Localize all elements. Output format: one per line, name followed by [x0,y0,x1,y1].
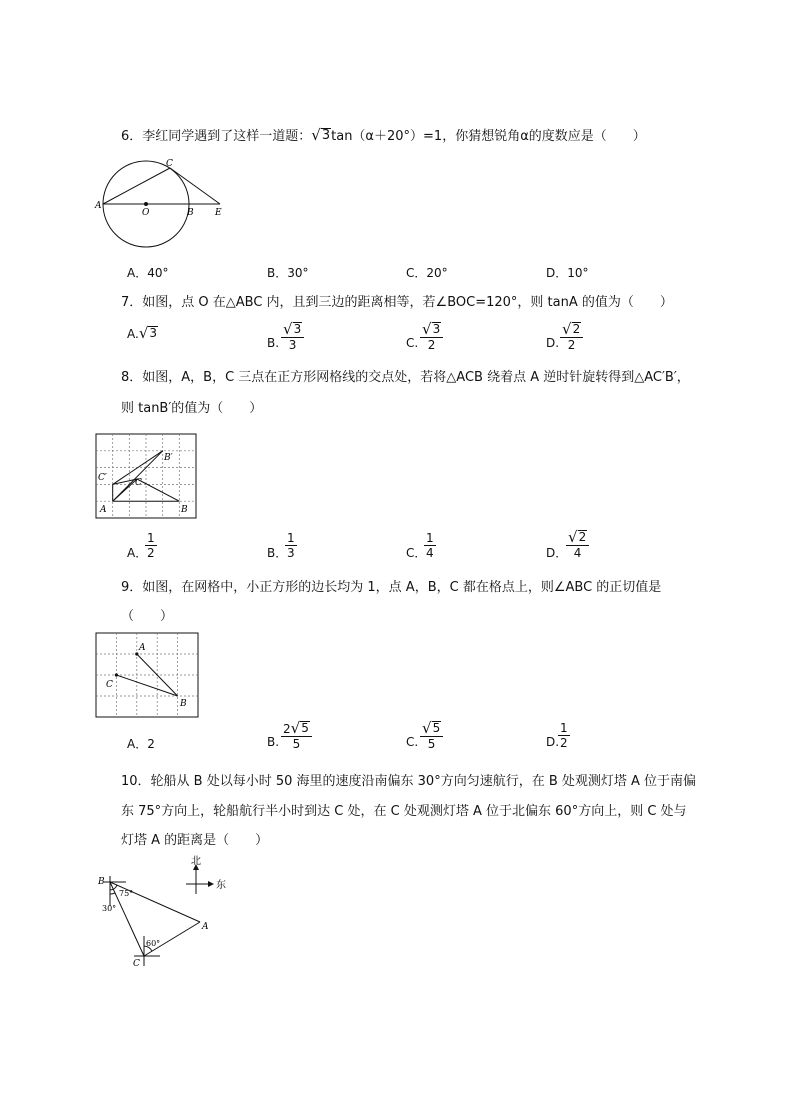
question-10-line2: 东 75°方向上，轮船航行半小时到达 C 处，在 C 处观测灯塔 A 位于北偏东 60°方向上，则 C 处与 [121,804,687,819]
q9-grid-figure [95,632,201,720]
label-b: B [187,208,194,218]
q7-option-b-fraction: √ 3 3 [281,322,304,352]
question-8-line2: 则 tanB′的值为（ ） [121,401,263,416]
label-c: C [106,680,113,690]
q9-option-d-key[interactable]: D. [546,735,560,749]
q6-prefix: 6．李红同学遇到了这样一道题： [121,129,312,144]
label-b: B [181,505,188,515]
question-7-text: 7．如图，点 O 在△ABC 内，且到三边的距离相等，若∠BOC=120°，则 tanA 的值为（ ） [121,295,673,310]
q7-option-c-key[interactable]: C. [406,336,419,350]
q7-option-d-fraction: √ 2 2 [560,322,583,352]
q9-option-a[interactable]: A．2 [127,737,155,751]
q9-option-d-fraction: $\frac{1}{2}$ [560,721,568,750]
label-b: B [98,877,105,887]
q9-option-b-key[interactable]: B. [267,735,280,749]
q7-option-a[interactable]: A. √ 3 [127,324,158,342]
q7-option-d-key[interactable]: D. [546,336,560,350]
q9-option-b-fraction: 2 √ 5 5 [281,721,312,751]
q8-option-a-fraction: $\frac{1}{2}$ [147,531,155,560]
label-b-prime: B′ [164,453,173,463]
label-a: A [139,643,146,653]
q8-grid-figure [95,433,199,521]
q6-option-a[interactable]: A．40° [127,266,169,280]
question-10-line3: 灯塔 A 的距离是（ ） [121,833,269,848]
q6-suffix: tan（α＋20°）=1，你猜想锐角α的度数应是（ ） [331,129,646,144]
angle-60: 60° [146,939,161,948]
label-o: O [142,208,150,218]
east-label: 东 [216,880,226,891]
q10-bearing-figure [92,852,242,980]
question-6-text [121,127,646,147]
q6-option-d[interactable]: D．10° [546,266,589,280]
q8-option-b-fraction: $\frac{1}{3}$ [287,531,295,560]
question-9-line2: （ ） [121,609,174,624]
q8-option-d-fraction: √ 2 4 [566,530,589,560]
north-label: 北 [191,856,201,867]
label-c: C [166,159,173,169]
question-9-line1: 9．如图，在网格中，小正方形的边长均为 1，点 A，B，C 都在格点上，则∠ABC 的正切值是 [121,580,662,595]
label-a: A [95,201,102,211]
label-a: A [100,505,107,515]
label-b: B [180,699,187,709]
angle-75: 75° [119,889,134,898]
label-c: C [133,959,140,969]
q7-option-c-fraction: √ 3 2 [420,322,443,352]
q6-circle-figure [92,156,232,256]
label-a: A [202,922,209,932]
q8-option-c-key[interactable]: C． [406,546,427,560]
label-c-prime: C′ [98,473,107,483]
angle-30: 30° [102,904,117,913]
q6-option-b[interactable]: B．30° [267,266,309,280]
label-c: C [135,478,142,488]
q8-option-c-fraction: $\frac{1}{4}$ [426,531,434,560]
q8-option-b-key[interactable]: B． [267,546,288,560]
question-8-line1: 8．如图，A，B，C 三点在正方形网格线的交点处，若将△ACB 绕着点 A 逆时针旋转得到△AC′B′， [121,370,690,385]
q6-option-c[interactable]: C．20° [406,266,448,280]
question-10-line1: 10．轮船从 B 处以每小时 50 海里的速度沿南偏东 30°方向匀速航行，在 B 处观测灯塔 A 位于南偏 [121,774,697,789]
sqrt-symbol: √ 3 [311,126,331,144]
q8-option-a-key[interactable]: A． [127,546,148,560]
q7-option-b-key[interactable]: B. [267,336,280,350]
q8-option-d-key[interactable]: D． [546,546,568,560]
q9-option-c-fraction: √ 5 5 [420,721,443,751]
q9-option-c-key[interactable]: C. [406,735,419,749]
label-e: E [215,208,222,218]
